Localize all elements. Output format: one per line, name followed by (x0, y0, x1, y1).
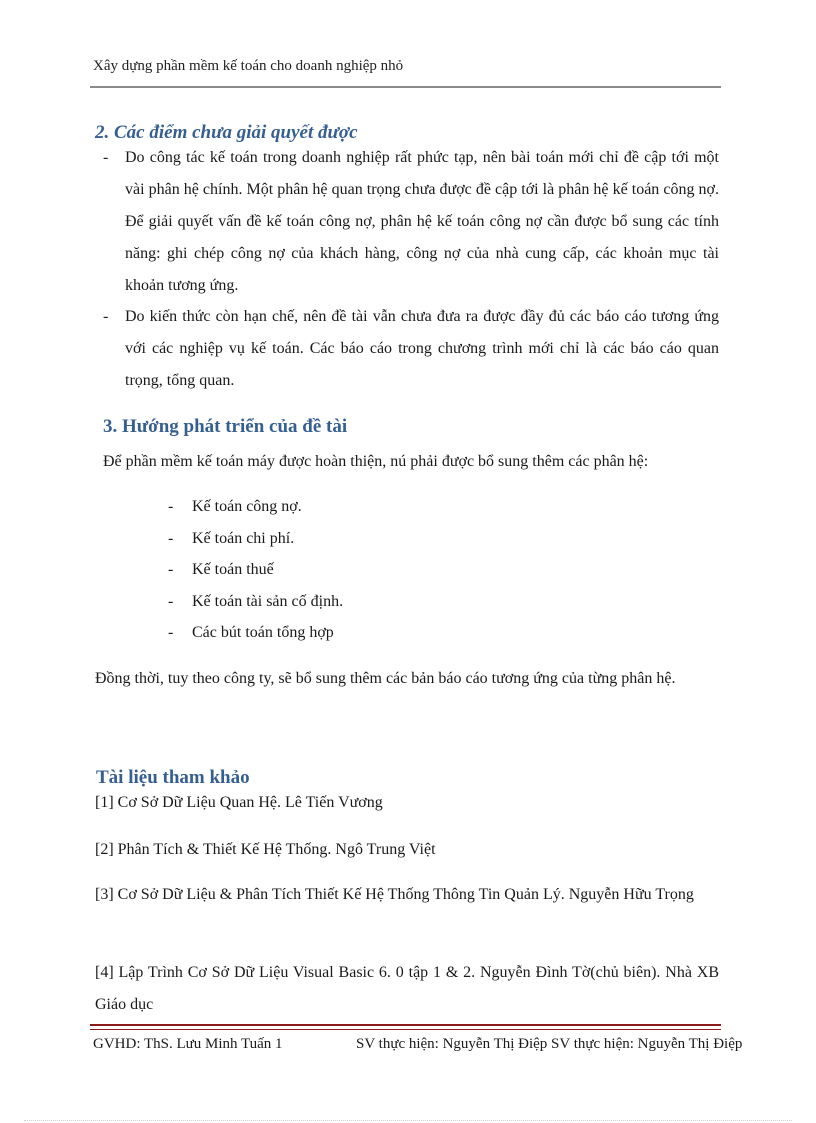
list-dash: - (168, 624, 174, 641)
section-3-intro: Để phần mềm kế toán máy được hoàn thiện, nú phải được bổ sung thêm các phân hệ: (103, 453, 649, 470)
section-2-bullet-1: Do công tác kế toán trong doanh nghiệp rất phức tạp, nên bài toán mới chỉ đề cập tới một vài phân hệ chính. Một phân hệ quan trọng chưa được đề cập tới là phân hệ kế toán công nợ. Để giải quyết vấn đề kế toán công nợ, phân hệ kế toán công nợ cần được bổ sung các tính năng: ghi chép công nợ của khách hàng, công nợ của nhà cung cấp, các khoản mục tài khoản tương ứng. (125, 149, 719, 294)
bullet-dash: - (103, 149, 109, 166)
section-2-heading: 2. Các điểm chưa giải quyết được (95, 122, 358, 143)
reference-item: [1] Cơ Sở Dữ Liệu Quan Hệ. Lê Tiến Vương (95, 794, 383, 811)
page-edge (24, 1120, 792, 1121)
list-item (168, 592, 343, 612)
reference-item: [3] Cơ Sở Dữ Liệu & Phân Tích Thiết Kế Hệ Thống Thông Tin Quản Lý. Nguyễn Hữu Trọng (95, 886, 694, 903)
list-item (168, 623, 334, 643)
header-divider (90, 86, 721, 88)
footer-student: SV thực hiện: Nguyễn Thị Điệp SV thực hiện: Nguyễn Thị Điệp (356, 1036, 743, 1052)
list-dash: - (168, 530, 174, 547)
list-item (168, 497, 302, 517)
footer-divider-bottom (90, 1029, 721, 1030)
list-dash: - (168, 498, 174, 515)
section-3-closing: Đồng thời, tuy theo công ty, sẽ bổ sung thêm các bản báo cáo tương ứng của từng phân hệ. (95, 670, 676, 687)
references-heading: Tài liệu tham khảo (96, 767, 250, 788)
footer-divider-top (90, 1024, 721, 1026)
list-dash: - (168, 561, 174, 578)
footer-advisor: GVHD: ThS. Lưu Minh Tuấn 1 (93, 1036, 283, 1052)
list-item (168, 560, 274, 580)
reference-item: [2] Phân Tích & Thiết Kế Hệ Thống. Ngô Trung Việt (95, 841, 436, 858)
list-item-text: Kế toán chi phí. (192, 530, 295, 547)
bullet-dash: - (103, 308, 109, 325)
section-2-bullet-2: Do kiến thức còn hạn chế, nên đề tài vẫn chưa đưa ra được đầy đủ các báo cáo tương ứng với các nghiệp vụ kế toán. Các báo cáo trong chương trình mới chỉ là các báo cáo quan trọng, tổng quan. (125, 308, 719, 389)
list-item-text: Kế toán thuế (192, 561, 274, 578)
list-item-text: Kế toán công nợ. (192, 498, 302, 515)
page-header-title: Xây dựng phần mềm kế toán cho doanh nghiệp nhỏ (93, 58, 404, 74)
list-item-text: Kế toán tài sản cố định. (192, 593, 344, 610)
section-3-heading: 3. Hướng phát triển của đề tài (103, 416, 348, 437)
list-item-text: Các bút toán tổng hợp (192, 624, 334, 641)
reference-item: [4] Lập Trình Cơ Sở Dữ Liệu Visual Basic 6. 0 tập 1 & 2. Nguyễn Đình Tờ(chủ biên). Nhà XB Giáo dục (95, 964, 719, 1013)
list-item (168, 529, 294, 549)
list-dash: - (168, 593, 174, 610)
